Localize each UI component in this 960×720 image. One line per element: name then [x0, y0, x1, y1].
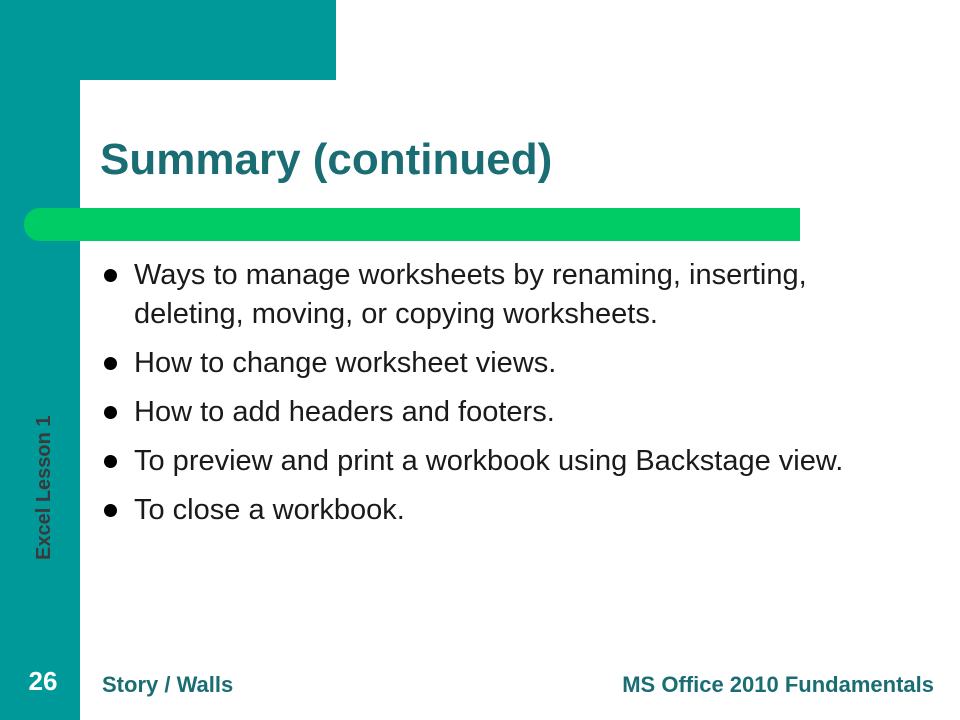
side-label: Excel Lesson 1: [33, 415, 55, 560]
bullet-dot-icon: [104, 357, 117, 370]
bullet-item: [100, 393, 920, 432]
bullet-text: To close a workbook.: [134, 494, 405, 526]
bullet-dot-icon: [104, 406, 117, 419]
footer-course: MS Office 2010 Fundamentals: [622, 672, 934, 697]
bullet-list: [100, 256, 920, 540]
bullet-text: How to add headers and footers.: [134, 396, 555, 428]
bullet-item: [100, 442, 920, 481]
bullet-text: To preview and print a workbook using Backstage view.: [134, 445, 844, 477]
slide-number: 26: [28, 666, 58, 696]
top-band: [0, 0, 336, 80]
bullet-dot-icon: [104, 504, 117, 517]
bullet-item: [100, 491, 920, 530]
bullet-text: How to change worksheet views.: [134, 347, 557, 379]
bullet-dot-icon: [104, 455, 117, 468]
bullet-item: [100, 256, 920, 334]
bullet-dot-icon: [104, 269, 117, 282]
slide-title: Summary (continued): [100, 135, 553, 184]
bullet-item: [100, 344, 920, 383]
bullet-text: Ways to manage worksheets by renaming, inserting, deleting, moving, or copying worksheets.: [134, 259, 807, 330]
title-rule: [24, 208, 800, 241]
footer-authors: Story / Walls: [102, 672, 234, 697]
